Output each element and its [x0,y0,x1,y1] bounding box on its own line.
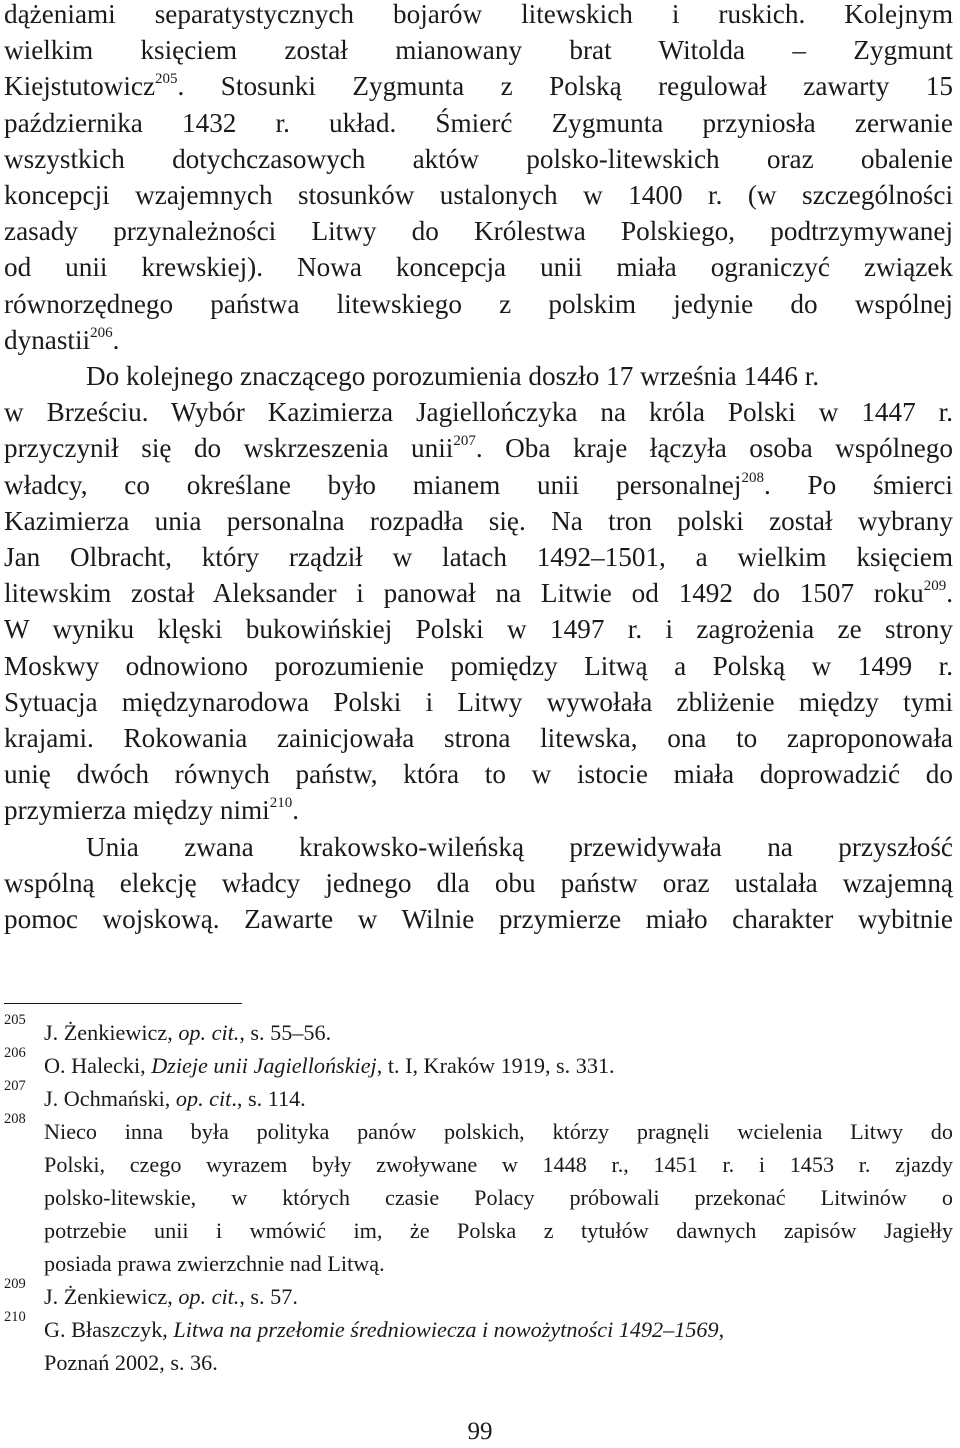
text-line: od unii krewskiej). Nowa koncepcja unii miała ograniczyć związek [4,252,953,283]
footnotes [4,1012,953,1379]
footnote-210 [4,1309,953,1379]
footnote-number: 205 [4,1012,26,1028]
text-line: wielkim księciem został mianowany brat Witolda – Zygmunt [4,35,953,66]
footnote-ref-209[interactable]: 209 [923,578,947,595]
footnote-text: posiada prawa zwierzchnie nad Litwą. [44,1251,385,1276]
text-line: w Brześciu. Wybór Kazimierza Jagiellończyka na króla Polski w 1447 r. [4,397,953,428]
footnote-ref-207[interactable]: 207 [453,433,476,450]
text-line: października 1432 r. układ. Śmierć Zygmunta przyniosła zerwanie [4,107,953,138]
footnote-text: J. Żenkiewicz, op. cit., s. 57. [44,1284,298,1309]
footnote-ref-206[interactable]: 206 [90,324,113,341]
footnote-207 [4,1078,953,1115]
footnote-ref-210[interactable]: 210 [269,795,293,812]
footnote-text: J. Żenkiewicz, op. cit., s. 55–56. [44,1020,332,1045]
text-line: równorzędnego państwa litewskiego z polskim jedynie do wspólnej [4,288,953,319]
footnote-ref-208[interactable]: 208 [741,469,764,486]
footnote-text: Nieco inna była polityka panów polskich, którzy pragnęli wcielenia Litwy do [44,1119,953,1144]
text-line: wspólną elekcję władcy jednego dla obu państw oraz ustalała wzajemną [4,867,953,898]
text-line: W wyniku klęski bukowińskiej Polski w 1497 r. i zagrożenia ze strony [4,614,953,645]
text-line: Moskwy odnowiono porozumienie pomiędzy Litwą a Polską w 1499 r. [4,650,953,681]
footnote-text: O. Halecki, Dzieje unii Jagiellońskiej, t. I, Kraków 1919, s. 331. [44,1053,615,1078]
footnote-number: 208 [4,1111,26,1127]
footnote-number: 206 [4,1045,26,1061]
text-line: krajami. Rokowania zainicjowała strona litewska, ona to zaproponowała [4,723,953,754]
text-line: przymierza między nimi$^{210}$. [4,795,300,826]
footnote-separator [4,1003,242,1004]
text-line: Sytuacja międzynarodowa Polski i Litwy wywołała zbliżenie między tymi [4,686,953,717]
text-line: Kiejstutowicz$^{205}$. Stosunki Zygmunta z Polską regulował zawarty 15 [4,71,953,102]
text-line: władcy, co określane było mianem unii personalnej$^{208}$. Po śmierci [4,469,953,500]
text-line: Kazimierza unia personalna rozpadła się. Na tron polski został wybrany [4,505,953,536]
main-text [4,0,953,937]
footnote-number: 209 [4,1276,26,1292]
footnote-number: 207 [4,1078,26,1094]
footnote-text: G. Błaszczyk, Litwa na przełomie średniowiecza i nowożytności 1492–1569, [44,1317,725,1342]
footnote-text: polsko-litewskie, w których czasie Polacy próbowali przekonać Litwinów o [44,1185,953,1210]
text-line: zasady przynależności Litwy do Królestwa Polskiego, podtrzymywanej [4,216,953,247]
text-line: Unia zwana krakowsko-wileńską przewidywała na przyszłość [86,831,953,862]
text-line: koncepcji wzajemnych stosunków ustalonych w 1400 r. (w szczególności [4,180,953,211]
text-line: przyczynił się do wskrzeszenia unii$^{207}$. Oba kraje łączyła osoba wspólnego [4,433,953,464]
text-line: wszystkich dotychczasowych aktów polsko-litewskich oraz obalenie [4,143,953,174]
footnote-text: potrzebie unii i wmówić im, że Polska z tytułów dawnych zapisów Jagiełły [44,1218,953,1243]
footnote-text: Poznań 2002, s. 36. [44,1350,218,1375]
footnote-text: Polski, czego wyrazem były zwoływane w 1448 r., 1451 r. i 1453 r. zjazdy [44,1152,953,1177]
text-line: Do kolejnego znaczącego porozumienia doszło 17 września 1446 r. [86,361,820,392]
text-line: Jan Olbracht, który rządził w latach 1492–1501, a wielkim księciem [4,542,953,573]
text-line: litewskim został Aleksander i panował na Litwie od 1492 do 1507 roku$^{209}$. [4,578,953,609]
footnote-206 [4,1045,953,1082]
footnote-205 [4,1012,953,1049]
footnote-text: J. Ochmański, op. cit., s. 114. [44,1086,306,1111]
page-number: 99 [467,1418,493,1445]
footnote-209 [4,1276,953,1313]
footnote-208 [4,1111,953,1280]
footnote-ref-205[interactable]: 205 [155,71,178,88]
text-line: unię dwóch równych państw, która to w istocie miała doprowadzić do [4,759,953,790]
text-line: pomoc wojskową. Zawarte w Wilnie przymierze miało charakter wybitnie [4,904,953,935]
text-line: dążeniami separatystycznych bojarów litewskich i ruskich. Kolejnym [4,0,953,29]
footnote-number: 210 [4,1309,26,1325]
text-line: dynastii$^{206}$. [4,324,120,355]
